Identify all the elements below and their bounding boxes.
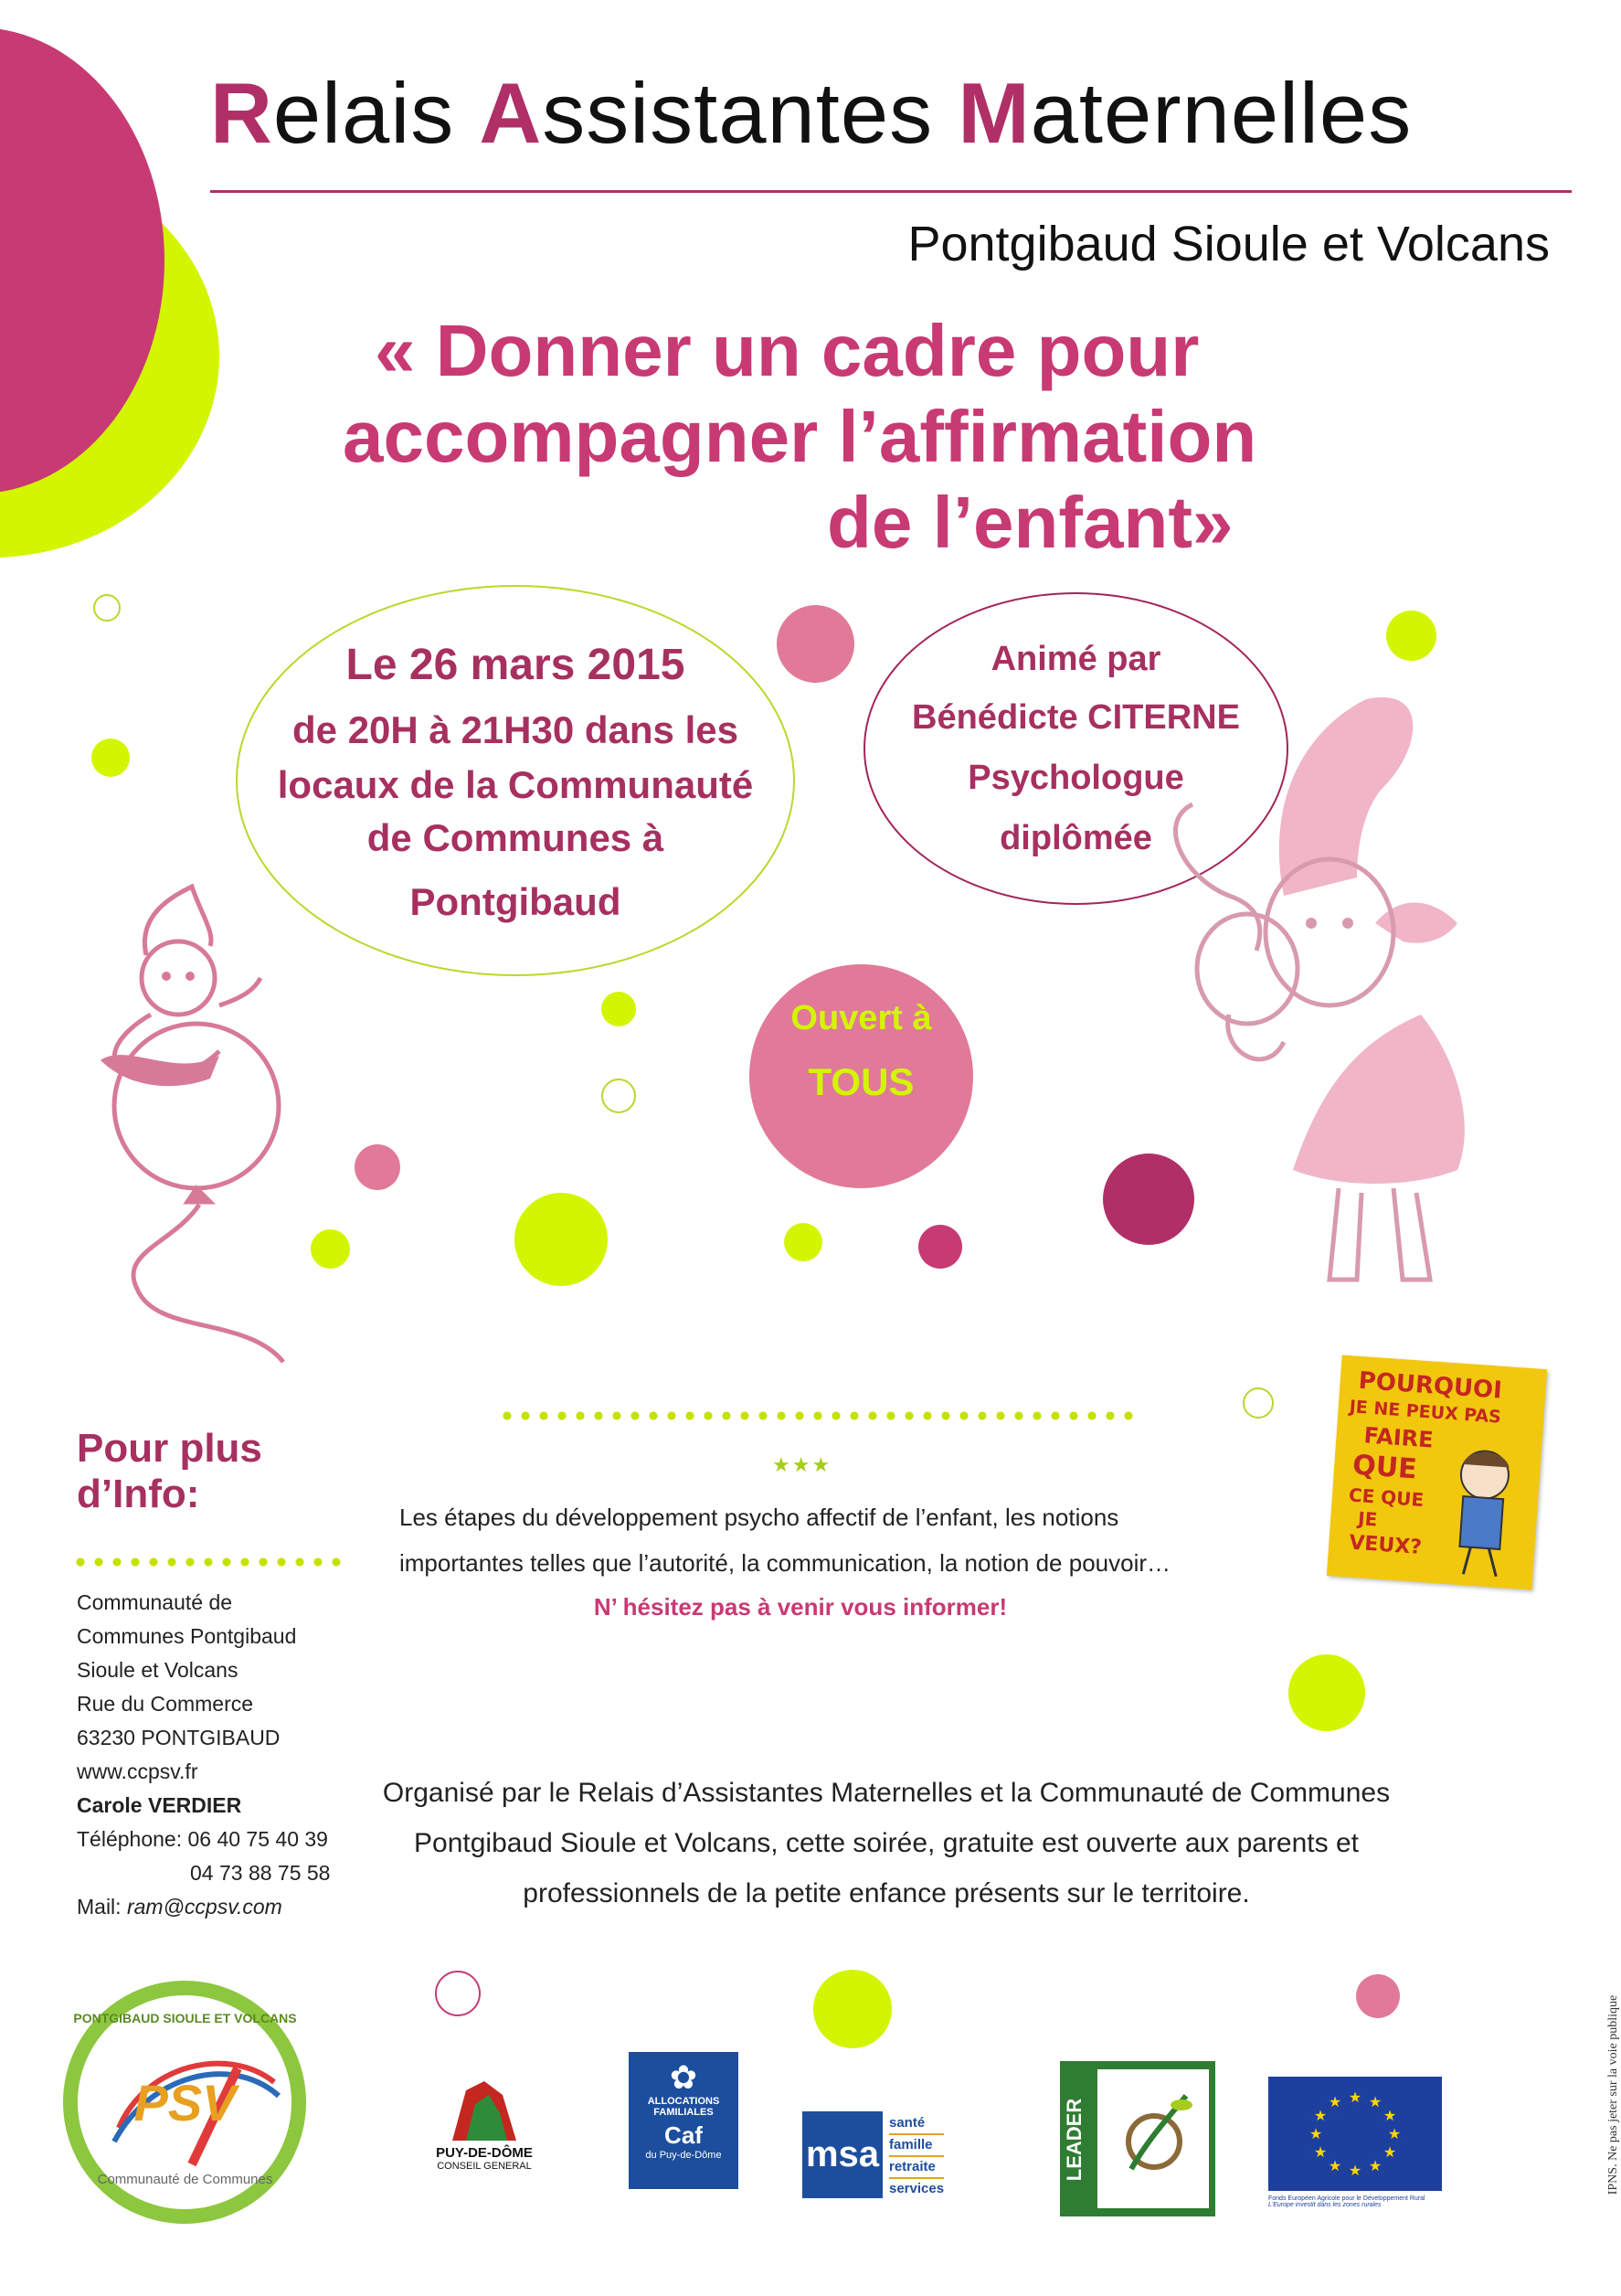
address-line: Communes Pontgibaud [77,1624,297,1648]
lime-dot [514,1193,608,1286]
psv-logo-bottom-text: Communauté de Communes [97,2172,273,2187]
svg-text:★: ★ [1328,2093,1342,2110]
event-details-line-5: Pontgibaud [409,880,621,923]
leader-logo [1060,2061,1215,2216]
svg-text:★: ★ [1368,2093,1383,2110]
caf-label-3: Caf [664,2121,703,2149]
lime-dot [91,739,130,777]
phone-line-1: Téléphone: 06 40 75 40 39 [77,1827,328,1851]
pink-dot [355,1144,400,1190]
svg-text:★: ★ [1348,2162,1362,2179]
phone-line-2: 04 73 88 75 58 [190,1861,331,1885]
address-line: Communauté de [77,1590,233,1614]
book-title-line: FAIRE [1362,1422,1435,1453]
book-title-line: QUE [1351,1449,1418,1486]
lime-dot [1288,1654,1365,1731]
address-line: 63230 PONTGIBAUD [77,1726,281,1749]
msa-label-1: santé [889,2113,944,2135]
caf-label-1: ALLOCATIONS [647,2096,720,2107]
dotted-separator [498,1411,1133,1420]
psv-logo [64,1982,306,2224]
svg-text:★: ★ [1308,2125,1323,2142]
info-heading-line-1: Pour plus [77,1426,262,1471]
organizer-line-1: Organisé par le Relais d’Assistantes Maternelles et la Communauté de Communes [382,1778,1391,1808]
boy-illustration [1432,1440,1532,1583]
lime-outline-dot [1243,1387,1274,1419]
lime-dot [813,1970,892,2048]
event-details-line-2: de 20H à 21H30 dans les [292,708,738,751]
svg-text:★: ★ [1368,2157,1383,2174]
msa-label-4: services [889,2181,945,2196]
speaker-name: Bénédicte CITERNE [912,698,1240,737]
info-heading-line-2: d’Info: [77,1472,200,1516]
puy-de-dome-logo [434,2077,535,2182]
eu-logo [1268,2077,1442,2214]
address-line: Rue du Commerce [77,1692,254,1716]
info-heading [77,1426,262,1517]
ipns-note: IPNS. Ne pas jeter sur la voie publique [1606,1994,1620,2195]
svg-text:★: ★ [1348,2089,1362,2106]
svg-text:★: ★ [1313,2143,1328,2161]
msa-logo [802,2111,971,2198]
event-date: Le 26 mars 2015 [345,641,685,689]
lime-outline-dot [93,594,121,622]
headline-line-2: accompagner l’affirmation [343,396,1257,477]
organizer-line-3: professionnels de la petite enfance présents sur le territoire. [523,1878,1250,1908]
pink-dot [777,605,854,683]
msa-mark: msa [802,2111,883,2198]
book-title-line: POURQUOI [1357,1366,1503,1405]
magenta-dot [918,1225,962,1269]
puy-de-dome-name: PUY-DE-DÔME [436,2145,533,2161]
leader-label: LEADER [1063,2098,1086,2182]
svg-text:★: ★ [1383,2143,1397,2161]
stars-divider: ★★★ [772,1453,832,1476]
contact-block [77,1586,378,1924]
caf-label-2: FAMILIALES [653,2107,714,2118]
svg-text:★: ★ [1328,2157,1342,2174]
book-title-line: CE QUE [1348,1483,1425,1512]
organizer-line-2: Pontgibaud Sioule et Volcans, cette soirée, gratuite est ouverte aux parents et [414,1828,1359,1858]
call-to-action: N’ hésitez pas à venir vous informer! [593,1593,1008,1621]
headline-line-1: « Donner un cadre pour [375,310,1200,391]
caf-logo [629,2052,738,2189]
book-title-line: JE NE PEUX PAS [1349,1397,1502,1428]
svg-text:★: ★ [1387,2125,1402,2142]
lime-dot [601,992,636,1026]
lime-dot [1386,611,1436,661]
speaker-intro: Animé par [991,640,1161,678]
mail-line [77,1890,378,1924]
eu-flag [1268,2077,1442,2191]
elf-girl-with-bunny-illustration [1156,695,1485,1302]
contact-name: Carole VERDIER [77,1793,242,1817]
book-cover [1327,1355,1547,1589]
svg-text:★: ★ [1313,2107,1328,2124]
elf-on-balloon-illustration [64,859,347,1371]
lime-dot [784,1223,822,1261]
caf-label-4: du Puy-de-Dôme [645,2150,722,2161]
website-link[interactable]: www.ccpsv.fr [77,1759,198,1783]
eu-caption-2: L'Europe investit dans les zones rurales [1268,2202,1382,2208]
psv-logo-mark: PSV [133,2074,237,2131]
puy-de-dome-mountain-icon [434,2077,535,2141]
title-divider [210,190,1572,193]
address-line: Sioule et Volcans [77,1658,238,1682]
puy-de-dome-subtitle: CONSEIL GENERAL [437,2161,532,2172]
psv-logo-ring-text: PONTGIBAUD SIOULE ET VOLCANS [73,2011,297,2025]
msa-label-3: retraite [889,2157,944,2179]
caf-people-icon: ✿ [669,2058,698,2096]
event-details-line-4: de Communes à [366,816,664,859]
headline-line-3: de l’enfant» [827,482,1234,563]
mail-label: Mail: [77,1895,127,1919]
leader-rural-icon [1104,2082,1204,2201]
page-title: Relais Assistantes Maternelles [210,65,1413,161]
dotted-separator [71,1557,347,1567]
speaker-qualification: diplômée [1000,819,1152,857]
description-line-2: importantes telles que l’autorité, la communication, la notion de pouvoir… [399,1549,1171,1577]
description-line-1: Les étapes du développement psycho affectif de l’enfant, les notions [399,1504,1119,1531]
speaker-role: Psychologue [968,759,1184,797]
eu-caption-1: Fonds Européen Agricole pour le Développement Rural [1268,2195,1425,2202]
event-details-line-3: locaux de la Communauté [277,763,754,806]
page-subtitle: Pontgibaud Sioule et Volcans [907,217,1550,271]
lime-outline-dot [601,1079,636,1113]
svg-text:★: ★ [1383,2107,1397,2124]
open-to-all-line-2: TOUS [808,1060,915,1103]
msa-label-2: famille [889,2135,944,2157]
mail-link[interactable]: ram@ccpsv.com [126,1895,282,1919]
open-to-all-line-1: Ouvert à [790,999,932,1037]
book-title-line: JE [1357,1507,1379,1531]
pink-dot [1356,1974,1400,2018]
book-title-line: VEUX? [1348,1531,1423,1560]
magenta-outline-dot [435,1971,481,2016]
